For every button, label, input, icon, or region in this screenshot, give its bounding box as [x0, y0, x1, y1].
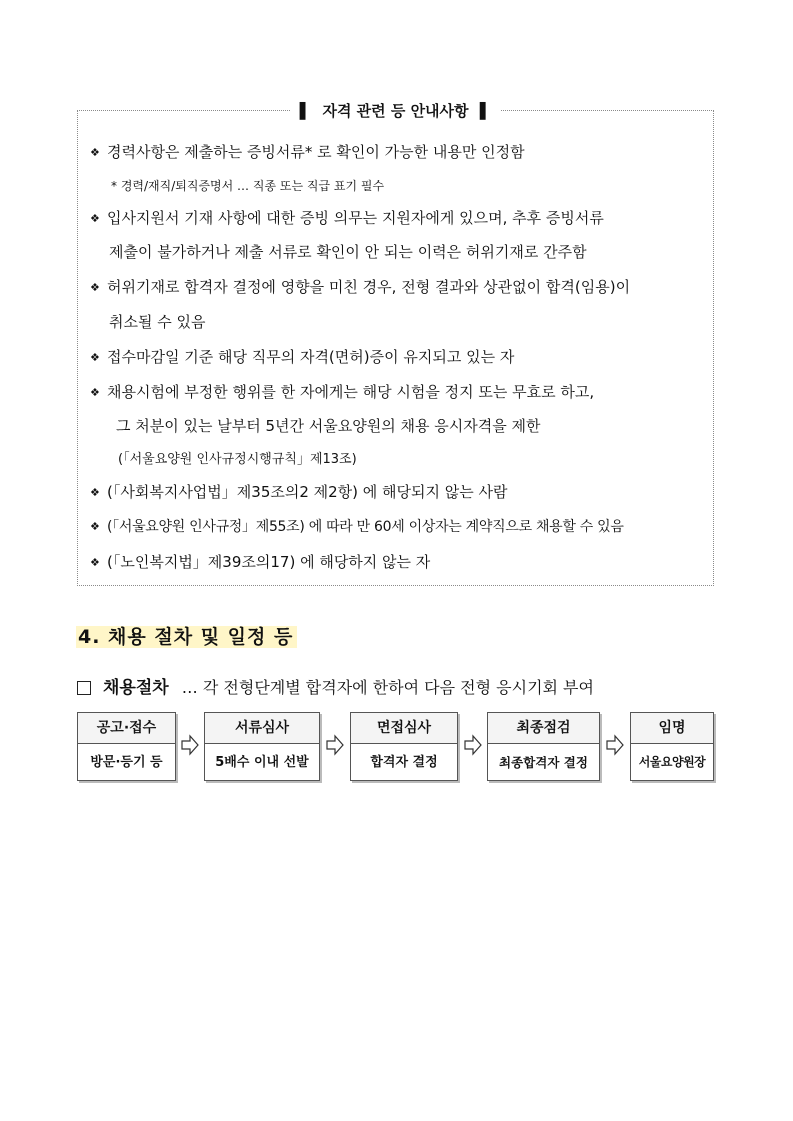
- step-box: [350, 712, 458, 781]
- step-body: 최종합격자 결정: [499, 755, 588, 770]
- procedure-description: … 각 전형단계별 합격자에 한하여 다음 전형 응시기회 부여: [181, 678, 594, 697]
- notice-item-continuation: 제출이 불가하거나 제출 서류로 확인이 안 되는 이력은 허위기재로 간주함: [109, 243, 587, 261]
- notice-title: [78, 101, 713, 121]
- diamond-bullet-icon: ❖: [90, 520, 100, 533]
- notice-item: ❖ 접수마감일 기준 해당 직무의 자격(면허)증이 유지되고 있는 자: [90, 348, 515, 366]
- diamond-bullet-icon: ❖: [90, 486, 100, 499]
- step-box: [77, 712, 176, 781]
- diamond-bullet-icon: ❖: [90, 556, 100, 569]
- step-head: 서류심사: [205, 713, 319, 744]
- notice-item: ❖ (「서울요양원 인사규정」제55조) 에 따라 만 60세 이상자는 계약직으로 채용할 수 있음: [90, 519, 624, 535]
- step-box: [487, 712, 600, 781]
- notice-title-text: 자격 관련 등 안내사항: [322, 102, 469, 120]
- procedure-line: [77, 677, 594, 699]
- diamond-bullet-icon: ❖: [90, 386, 100, 399]
- title-marker-right: ▌: [479, 102, 492, 120]
- step-body: 서울요양원장: [638, 755, 706, 769]
- notice-item-reference: (「서울요양원 인사규정시행규칙」제13조): [118, 452, 357, 467]
- notice-item-continuation: 취소될 수 있음: [109, 313, 206, 331]
- checkbox-square-icon: [77, 681, 91, 695]
- diamond-bullet-icon: ❖: [90, 281, 100, 294]
- arrow-right-icon: [464, 734, 482, 756]
- section-title: 4. 채용 절차 및 일정 등: [76, 624, 297, 650]
- notice-item: ❖ 허위기재로 합격자 결정에 영향을 미친 경우, 전형 결과와 상관없이 합격(임용)이: [90, 278, 631, 296]
- step-body: 방문·등기 등: [90, 755, 163, 770]
- step-head: 임명: [631, 713, 713, 744]
- step-box: [630, 712, 714, 781]
- diamond-bullet-icon: ❖: [90, 351, 100, 364]
- notice-box: [77, 102, 714, 586]
- notice-item: ❖ (「노인복지법」제39조의17) 에 해당하지 않는 자: [90, 553, 431, 571]
- diamond-bullet-icon: ❖: [90, 146, 100, 159]
- notice-item: ❖ (「사회복지사업법」제35조의2 제2항) 에 해당되지 않는 사람: [90, 483, 508, 501]
- arrow-right-icon: [181, 734, 199, 756]
- step-body: 합격자 결정: [370, 755, 438, 770]
- notice-item-continuation: 그 처분이 있는 날부터 5년간 서울요양원의 채용 응시자격을 제한: [116, 417, 541, 435]
- title-marker-left: ▌: [299, 102, 312, 120]
- step-body: 5배수 이내 선발: [215, 755, 309, 770]
- step-head: 면접심사: [351, 713, 457, 744]
- arrow-right-icon: [326, 734, 344, 756]
- notice-item-note: * 경력/재직/퇴직증명서 … 직종 또는 직급 표기 필수: [111, 179, 385, 193]
- notice-item: ❖ 경력사항은 제출하는 증빙서류* 로 확인이 가능한 내용만 인정함: [90, 143, 525, 161]
- step-head: 공고·접수: [78, 713, 175, 744]
- arrow-right-icon: [606, 734, 624, 756]
- procedure-label: 채용절차: [103, 678, 169, 698]
- diamond-bullet-icon: ❖: [90, 212, 100, 225]
- notice-item: ❖ 채용시험에 부정한 행위를 한 자에게는 해당 시험을 정지 또는 무효로 하고,: [90, 383, 595, 401]
- step-box: [204, 712, 320, 781]
- step-head: 최종점검: [488, 713, 599, 744]
- notice-item: ❖ 입사지원서 기재 사항에 대한 증빙 의무는 지원자에게 있으며, 추후 증빙서류: [90, 209, 604, 227]
